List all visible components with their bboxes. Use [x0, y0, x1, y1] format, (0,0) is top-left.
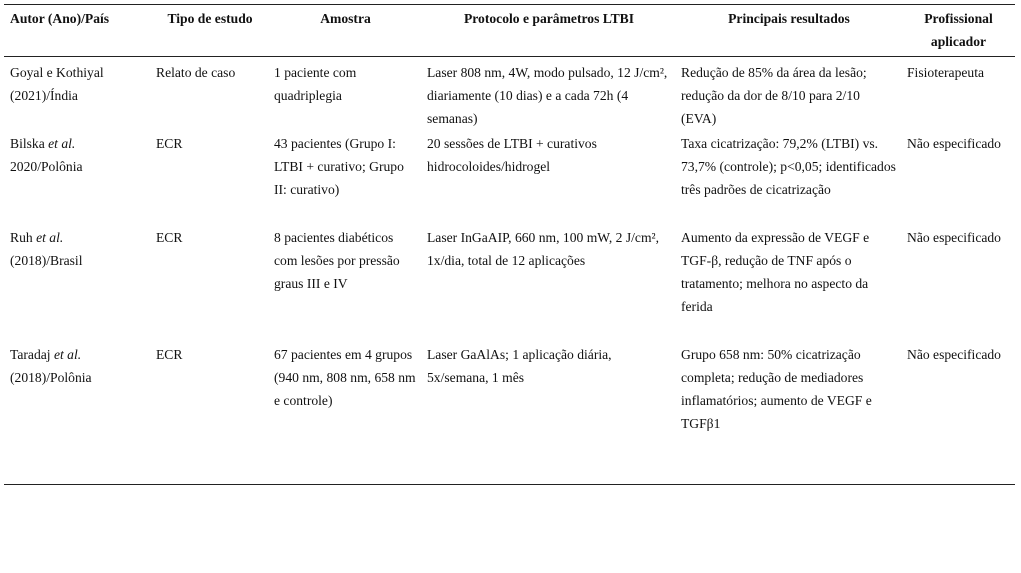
author-name: Goyal e Kothiyal [10, 64, 104, 80]
cell-autor [4, 342, 151, 485]
header-autor: Autor (Ano)/País [10, 11, 110, 26]
cell-tipo: ECR [156, 229, 183, 245]
cell-protocolo: 20 sessões de LTBI + curativos hidrocoloides/hidrogel [427, 135, 597, 174]
cell-autor [4, 225, 151, 342]
author-etal: et al. [36, 229, 64, 245]
header-protocolo: Protocolo e parâmetros LTBI [463, 11, 635, 26]
cell-autor [4, 131, 151, 225]
cell-amostra: 8 pacientes diabéticos com lesões por pressão graus III e IV [274, 229, 400, 292]
cell-amostra: 43 pacientes (Grupo I: LTBI + curativo; Grupo II: curativo) [274, 135, 404, 198]
cell-tipo: ECR [156, 346, 183, 362]
header-profissional: Profissional aplicador [924, 11, 993, 50]
cell-resultados: Grupo 658 nm: 50% cicatrização completa; redução de mediadores inflamatórios; aumento de VEGF e TGFβ1 [681, 346, 872, 432]
author-year-country: (2018)/Brasil [10, 252, 83, 268]
author-etal: et al. [48, 135, 76, 151]
cell-amostra: 67 pacientes em 4 grupos (940 nm, 808 nm, 658 nm e controle) [274, 346, 416, 409]
cell-profissional: Fisioterapeuta [907, 64, 985, 80]
author-name: Bilska [10, 135, 49, 151]
author-year-country: (2018)/Polônia [10, 369, 92, 385]
header-resultados: Principais resultados [728, 11, 850, 26]
cell-tipo: Relato de caso [156, 64, 236, 80]
table-row [4, 131, 1015, 225]
cell-protocolo: Laser GaAlAs; 1 aplicação diária, 5x/semana, 1 mês [427, 346, 612, 385]
author-year-country: (2021)/Índia [10, 87, 78, 103]
cell-profissional: Não especificado [907, 135, 1001, 151]
cell-autor [4, 56, 151, 131]
table-header [4, 5, 1015, 57]
cell-profissional: Não especificado [907, 229, 1001, 245]
author-name: Ruh [10, 229, 37, 245]
header-amostra: Amostra [320, 11, 371, 26]
author-year-country: 2020/Polônia [10, 158, 83, 174]
header-tipo: Tipo de estudo [167, 11, 253, 26]
table-body [4, 56, 1015, 484]
cell-profissional: Não especificado [907, 346, 1001, 362]
cell-protocolo: Laser InGaAIP, 660 nm, 100 mW, 2 J/cm², 1x/dia, total de 12 aplicações [427, 229, 659, 268]
cell-protocolo: Laser 808 nm, 4W, modo pulsado, 12 J/cm², diariamente (10 dias) e a cada 72h (4 semanas) [427, 64, 668, 127]
author-etal: et al. [53, 346, 82, 362]
cell-amostra: 1 paciente com quadriplegia [274, 64, 357, 103]
cell-resultados: Aumento da expressão de VEGF e TGF-β, redução de TNF após o tratamento; melhora no aspecto da ferida [681, 229, 870, 315]
cell-resultados: Taxa cicatrização: 79,2% (LTBI) vs. 73,7% (controle); p<0,05; identificados três padrões de cicatrização [681, 135, 896, 198]
table-row [4, 342, 1015, 485]
author-name: Taradaj [10, 346, 54, 362]
table-row [4, 225, 1015, 342]
header-row [4, 5, 1015, 57]
cell-resultados: Redução de 85% da área da lesão; redução da dor de 8/10 para 2/10 (EVA) [681, 64, 867, 127]
table-row [4, 56, 1015, 131]
cell-tipo: ECR [156, 135, 183, 151]
studies-table [4, 4, 1015, 485]
